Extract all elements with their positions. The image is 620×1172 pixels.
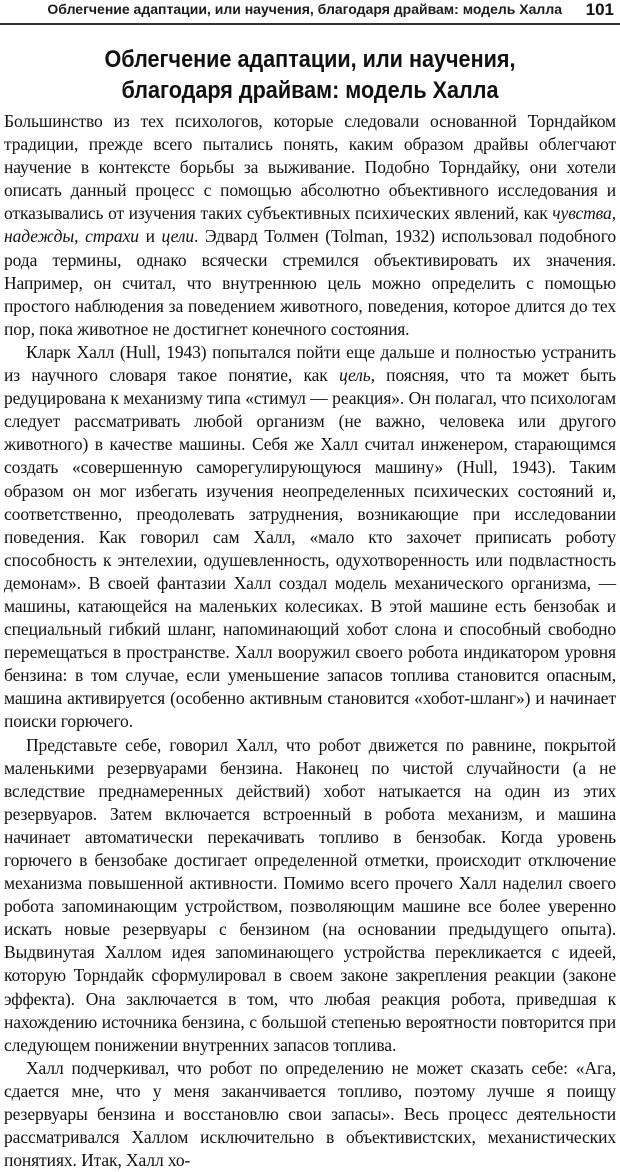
section-title — [31, 44, 589, 106]
paragraph-1-emphasis-1: чувства, надежды, страхи — [4, 203, 616, 247]
paragraph-1 — [4, 110, 616, 341]
paragraph-1-text-b: и — [138, 226, 162, 247]
paragraph-3: Представьте себе, говорил Халл, что робот движется по равнине, покрытой маленькими резервуарами бензина. Наконец по чистой случайности (а не вследствие преднамеренных действий) хобот натыкается на один из этих резервуаров. Затем включается встроенный в робота механизм, и машина начинает автоматически перекачивать топливо в бензобак. Когда уровень горючего в бензобаке достигает определенной отметки, происходит отключение механизма повышенной активности. Помимо всего прочего Халл наделил своего робота запоминающим устройством, позволяющим машине все более уверенно искать новые резервуары с бензином (на основании предыдущего опыта). Выдвинутая Халлом идея запоминающего устройства перекликается с идеей, которую Торндайк сформулировал в своем законе закрепления реакции (законе эффекта). Она заключается в том, что любая реакция робота, приведшая к нахождению источника бензина, с большой степенью вероятности повторится при следующем понижении внутренних запасов топлива. — [4, 734, 616, 1055]
paragraph-1-text-c: . Эдвард Толмен (Tolman, 1932) использовал подобного рода термины, однако всячески стремился объективировать их значения. Например, он считал, что внутреннюю цель можно определить с помощью простого наблюдения за поведением животного, поведения, которое длится до тех пор, пока животное не достигнет конечного состояния. — [4, 226, 616, 339]
paragraph-4: Халл подчеркивал, что робот по определению не может сказать себе: «Ага, сдается мне, что у меня заканчивается топливо, поэтому лучше я поищу резервуары бензина и восстановлю свои запасы». Весь процесс деятельности рассматривался Халлом исключительно в объективистских, механистических понятиях. Итак, Халл хо- — [4, 1057, 616, 1171]
paragraph-1-emphasis-2: цели — [161, 226, 195, 247]
running-title: Облегчение адаптации, или научения, благодаря драйвам: модель Халла — [47, 1, 562, 17]
running-header — [0, 0, 620, 26]
page-number: 101 — [585, 0, 614, 19]
paragraph-2-emphasis: цель — [338, 365, 371, 386]
section-title-line-1: Облегчение адаптации, или научения, — [104, 46, 516, 73]
paragraph-2 — [4, 341, 616, 734]
paragraph-1-text-a: Большинство из тех психологов, которые следовали основанной Торндайком традиции, прежде всего пытались понять, каким образом драйвы облегчают научение в контексте борьбы за выживание. Подобно Торндайку, они хотели описать данный процесс с помощью абсолютно объективного исследования и отказывались от изучения таких субъективных психических явлений, как — [4, 111, 616, 224]
section-title-line-2: благодаря драйвам: модель Халла — [121, 77, 499, 104]
paragraph-2-text-b: , поясняя, что та может быть редуцирована к механизму типа «стимул — реакция». Он полагал, что психологам следует рассматривать любой организм (не важно, человека или другого животного) в качестве машины. Себя же Халл считал инженером, старающимся создать «совершенную саморегулирующуюся машину» (Hull, 1943). Таким образом он мог избегать изучения неопределенных психических состояний и, соответственно, преодолевать затруднения, возникающие при исследовании поведения. Как говорил сам Халл, «мало кто захочет приписать роботу способность к энтелехии, одушевленность, одухотворенность или подвластность демонам». В своей фантазии Халл создал модель механического организма, — машины, катающейся на маленьких колесиках. В этой машине есть бензобак и специальный гибкий шланг, напоминающий хобот слона и способный свободно перемещаться в пространстве. Халл вооружил своего робота индикатором уровня бензина: в том случае, если уменьшение запасов топлива становится опасным, машина активируется (особенно активным становится «хобот-шланг») и начинает поиски горючего. — [4, 365, 616, 732]
body-text — [4, 110, 616, 1172]
header-rule — [0, 23, 620, 25]
paragraph-2-text-a: Кларк Халл (Hull, 1943) попытался пойти еще дальше и полностью устранить из научного словаря такое понятие, как — [4, 341, 616, 386]
